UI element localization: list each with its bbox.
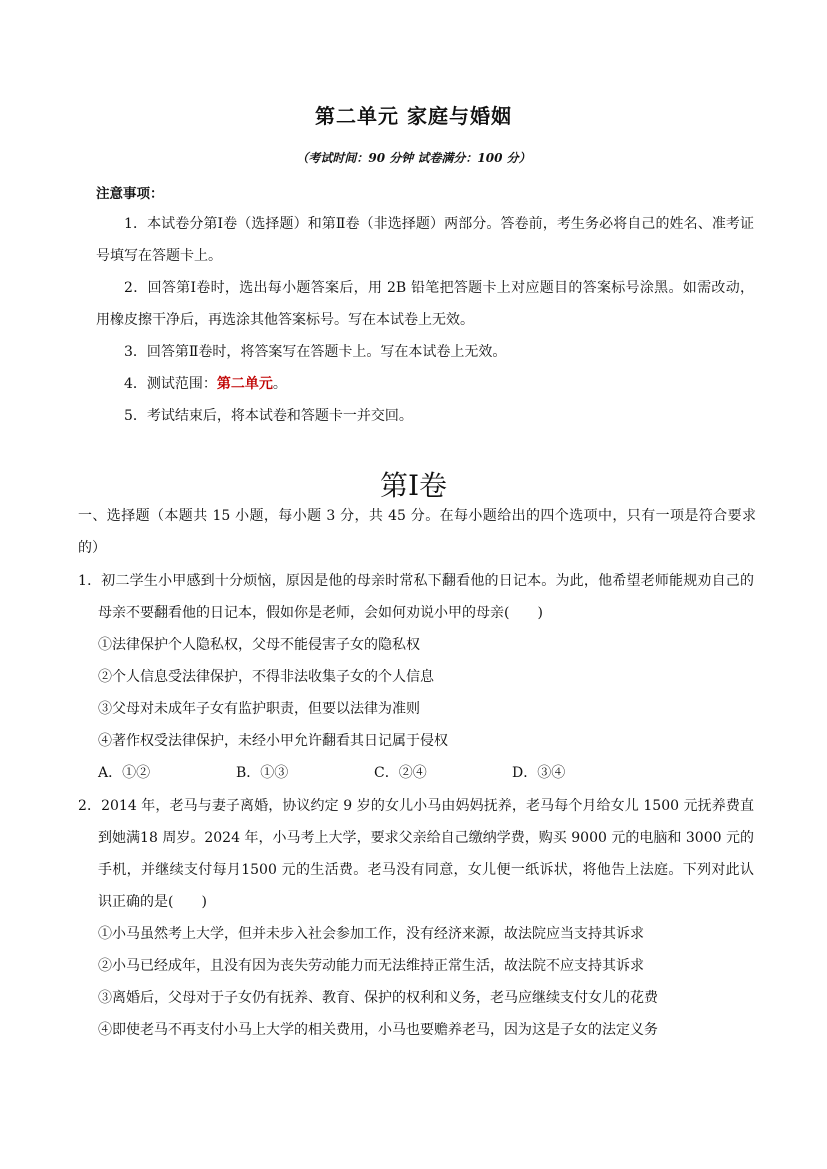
notice-list (96, 208, 754, 432)
statement-option: ③离婚后，父母对于子女仍有抚养、教育、保护的权利和义务，老马应继续支付女儿的花费 (98, 990, 658, 1006)
statement-option: ③父母对未成年子女有监护职责，但要以法律为准则 (98, 701, 420, 717)
statement-option: ④即使老马不再支付小马上大学的相关费用，小马也要赡养老马，因为这是子女的法定义务 (98, 1022, 658, 1038)
statement-option: ②个人信息受法律保护，不得非法收集子女的个人信息 (98, 669, 434, 685)
question-2 (78, 790, 754, 1046)
scope-prefix: 4．测试范围： (124, 376, 217, 392)
choice-b: B．①③ (236, 765, 289, 781)
choice-d: D．③④ (512, 765, 566, 781)
page-title: 第二单元 家庭与婚姻 (315, 104, 512, 128)
choice-c: C．②④ (374, 765, 427, 781)
notice-item: 2．回答第Ⅰ卷时，选出每小题答案后，用 2B 铅笔把答题卡上对应题目的答案标号涂黑。如需改动，用橡皮擦干净后，再选涂其他答案标号。写在本试卷上无效。 (96, 280, 754, 328)
notice-item: 1．本试卷分第Ⅰ卷（选择题）和第Ⅱ卷（非选择题）两部分。答卷前，考生务必将自己的姓名、准考证号填写在答题卡上。 (96, 216, 754, 264)
question-1 (78, 565, 754, 789)
exam-info: （考试时间：90 分钟 试卷满分：100 分） (296, 151, 531, 165)
scope-suffix: 。 (272, 376, 287, 392)
question-stem: 2．2014 年，老马与妻子离婚，协议约定 9 岁的女儿小马由妈妈抚养，老马每个月给女儿 1500 元抚养费直到她满18 周岁。2024 年，小马考上大学，要求父亲给自己缴纳学费，购买 9000 元的电脑和 3000 元的手机，并继续支付每月1500 元的生活费。老马没有同意，女儿便一纸诉状，将他告上法庭。下列对此认识正确的是( ) (78, 798, 754, 910)
section-title: 一、选择题（本题共 15 小题，每小题 3 分，共 45 分。在每小题给出的四个选项中，只有一项是符合要求的） (78, 508, 756, 556)
question-stem: 1．初二学生小甲感到十分烦恼，原因是他的母亲时常私下翻看他的日记本。为此，他希望老师能规劝自己的母亲不要翻看他的日记本，假如你是老师，会如何劝说小甲的母亲( ) (78, 573, 754, 621)
statement-option: ①小马虽然考上大学，但并未步入社会参加工作，没有经济来源，故法院应当支持其诉求 (98, 926, 644, 942)
statement-option: ④著作权受法律保护，未经小甲允许翻看其日记属于侵权 (98, 733, 448, 749)
choice-a: A．①② (98, 765, 151, 781)
answer-choices (78, 757, 754, 789)
notice-heading: 注意事项： (96, 186, 164, 202)
scope-highlight: 第二单元 (216, 376, 273, 392)
statement-option: ②小马已经成年，且没有因为丧失劳动能力而无法维持正常生活，故法院不应支持其诉求 (98, 958, 644, 974)
notice-item-scope (96, 368, 754, 400)
notice-item: 3．回答第Ⅱ卷时，将答案写在答题卡上。写在本试卷上无效。 (124, 344, 507, 360)
notice-item: 5．考试结束后，将本试卷和答题卡一并交回。 (124, 408, 413, 424)
statement-option: ①法律保护个人隐私权，父母不能侵害子女的隐私权 (98, 637, 420, 653)
volume-title: 第Ⅰ卷 (379, 469, 448, 502)
